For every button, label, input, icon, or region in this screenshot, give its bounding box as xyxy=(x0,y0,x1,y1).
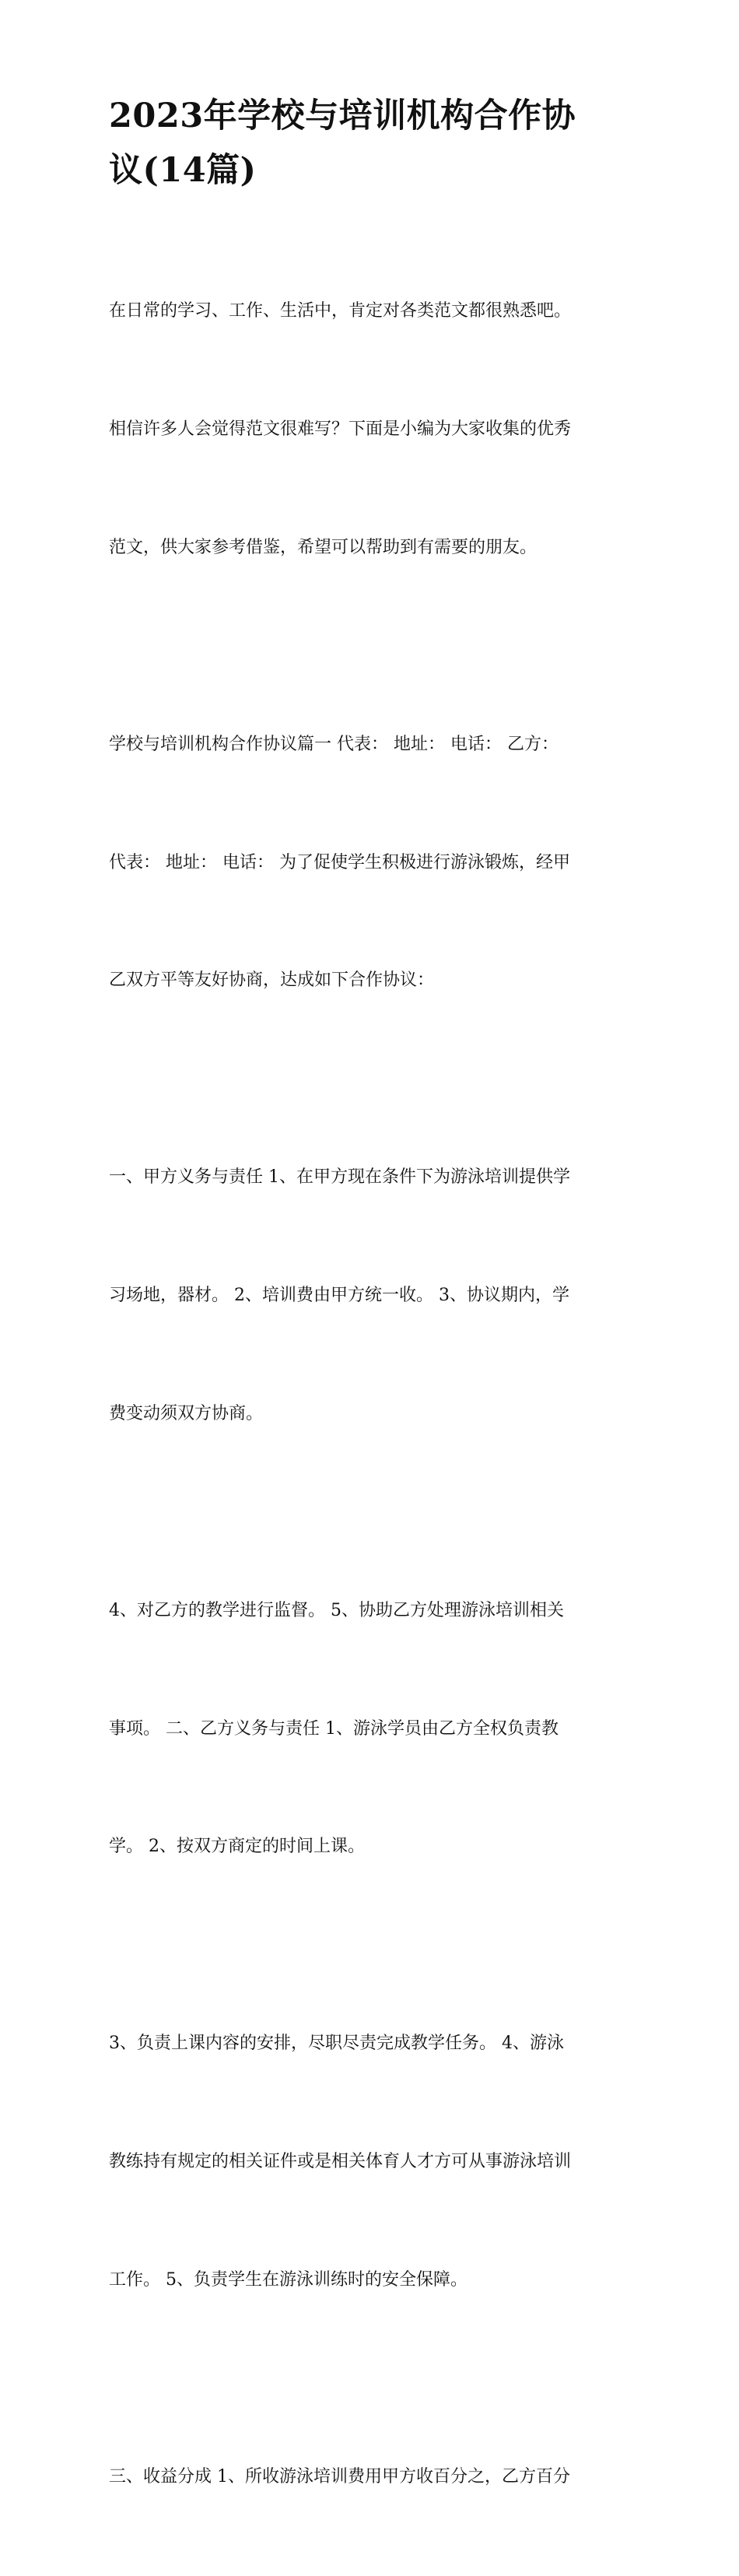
body-line: 事项。 二、乙方义务与责任 1、游泳学员由乙方全权负责教 xyxy=(109,1718,559,1739)
body-line: 一、甲方义务与责任 1、在甲方现在条件下为游泳培训提供学 xyxy=(109,1167,570,1188)
document-title xyxy=(109,89,638,198)
paragraph-party-a-duties xyxy=(109,1079,646,1513)
body-line: 相信许多人会觉得范文很难写？下面是小编为大家收集的优秀 xyxy=(109,419,572,439)
body-line: 学。 2、按双方商定的时间上课。 xyxy=(109,1837,365,1857)
body-line: 范文，供大家参考借鉴，希望可以帮助到有需要的朋友。 xyxy=(109,537,538,557)
title-line: 议(14篇) xyxy=(109,151,257,190)
paragraph-supervision xyxy=(109,1513,646,1946)
document-body xyxy=(109,213,646,2576)
body-line: 乙双方平等友好协商，达成如下合作协议： xyxy=(109,970,435,991)
paragraph-parties xyxy=(109,647,646,1080)
body-line: 工作。 5、负责学生在游泳训练时的安全保障。 xyxy=(109,2269,468,2290)
body-line: 4、对乙方的教学进行监督。 5、协助乙方处理游泳培训相关 xyxy=(109,1600,564,1620)
body-line: 学校与培训机构合作协议篇一 代表： 地址： 电话： 乙方： xyxy=(109,734,559,754)
paragraph-revenue-split xyxy=(109,2379,646,2576)
body-line: 教练持有规定的相关证件或是相关体育人才方可从事游泳培训 xyxy=(109,2152,572,2172)
body-line: 三、收益分成 1、所收游泳培训费用甲方收百分之，乙方百分 xyxy=(109,2466,570,2487)
body-line: 代表： 地址： 电话： 为了促使学生积极进行游泳锻炼，经甲 xyxy=(109,852,570,872)
body-line: 习场地，器材。 2、培训费由甲方统一收。 3、协议期内，学 xyxy=(109,1286,569,1306)
body-line: 3、负责上课内容的安排，尽职尽责完成教学任务。 4、游泳 xyxy=(109,2034,564,2054)
paragraph-intro xyxy=(109,213,646,647)
paragraph-party-b-duties xyxy=(109,1946,646,2379)
title-line: 2023年学校与培训机构合作协 xyxy=(109,97,576,135)
body-line: 在日常的学习、工作、生活中，肯定对各类范文都很熟悉吧。 xyxy=(109,301,572,321)
body-line: 费变动须双方协商。 xyxy=(109,1403,264,1423)
